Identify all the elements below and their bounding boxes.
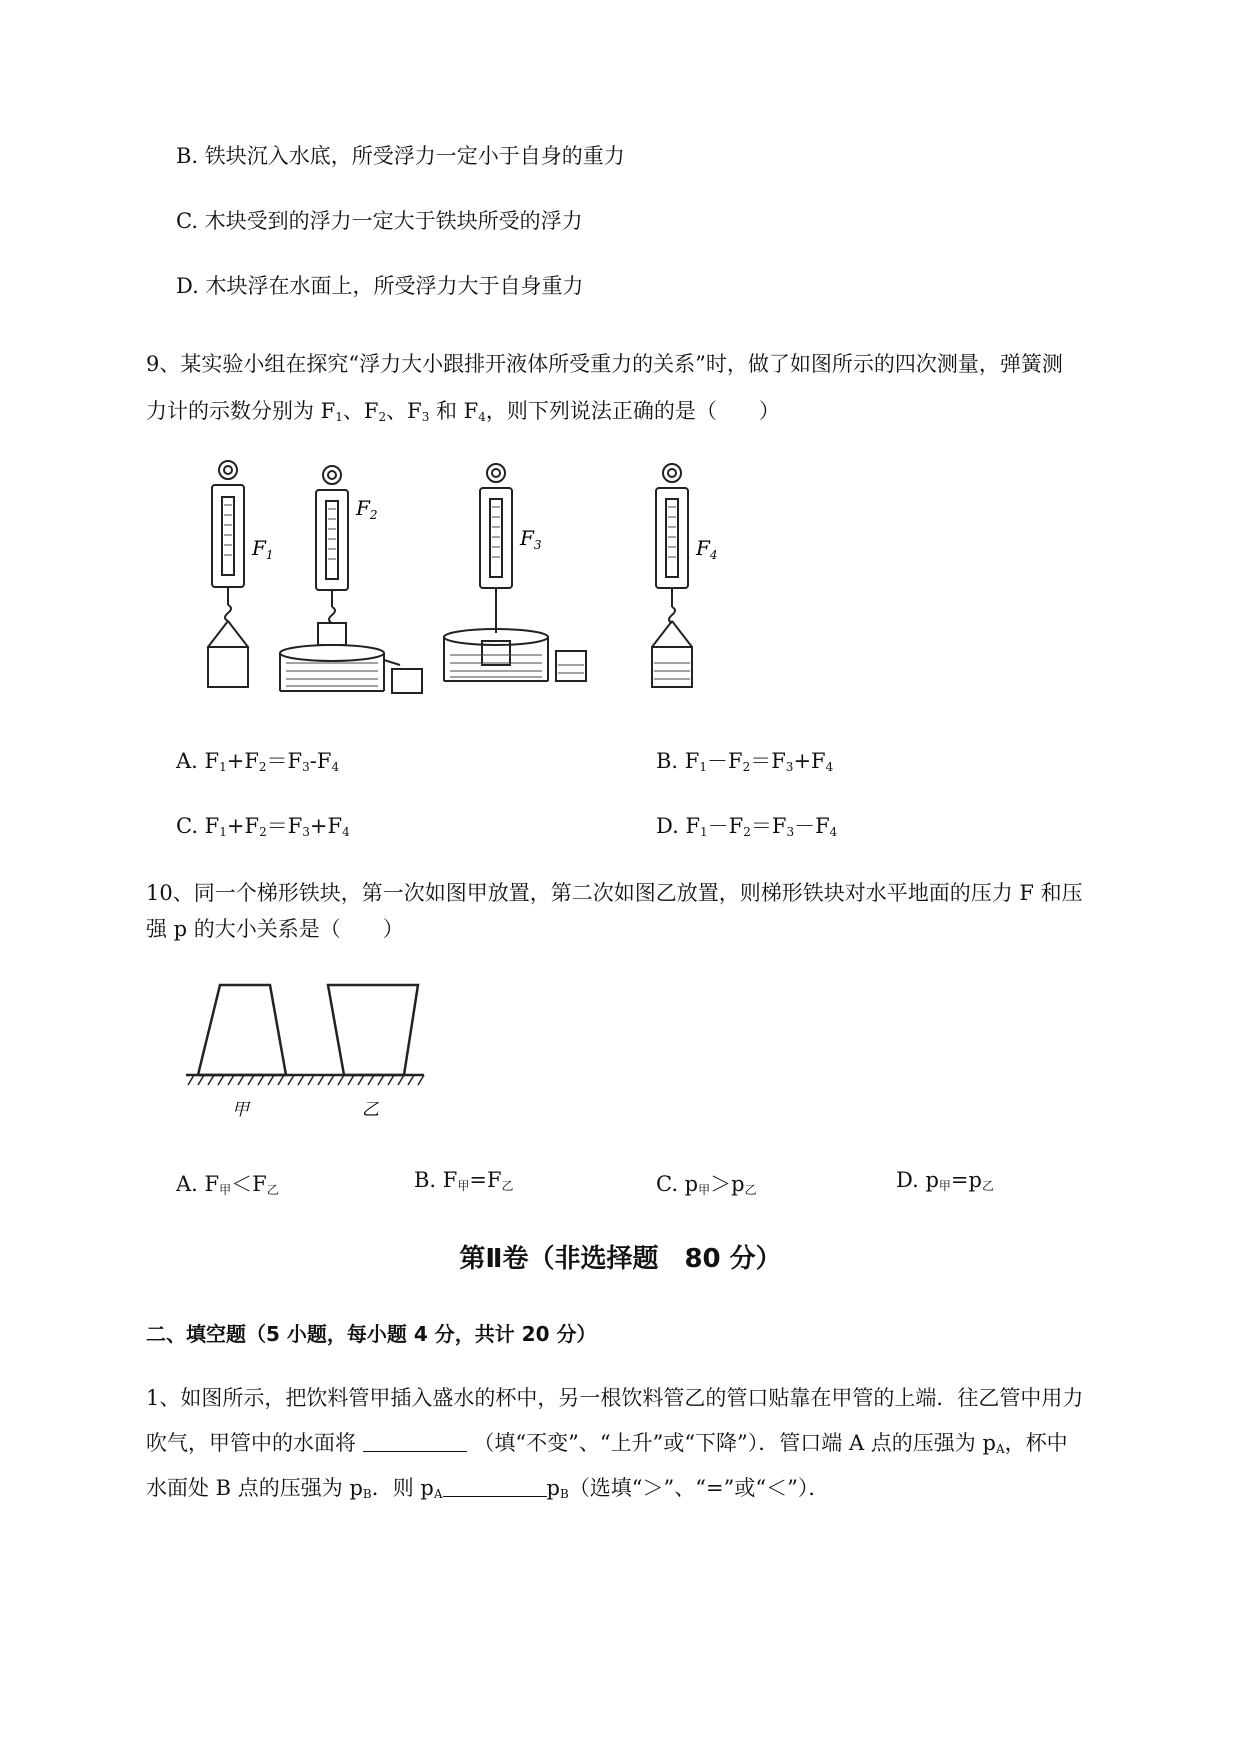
q9-option-b: B. $F_1-F_2=F_3+F_4$ [656, 749, 834, 774]
figure-label-f4: $F_4$ [696, 536, 718, 562]
figure-label-f1: $F_1$ [252, 536, 274, 562]
q9-option-d: D. $F_1-F_2=F_3-F_4$ [656, 814, 838, 839]
trapezoid-yi [328, 985, 418, 1075]
label-yi: 乙 [362, 1100, 379, 1120]
part2-title: 第Ⅱ卷（非选择题 80 分） [459, 1244, 782, 1274]
figure-label-f2: $F_2$ [356, 496, 378, 522]
q9-option-a: A. $F_1+F_2=F_3-F_4$ [176, 749, 340, 774]
fill1-answer-blank-1[interactable] [363, 1433, 467, 1452]
figure-label-f3: $F_3$ [520, 526, 542, 552]
q10-option-b: B. F甲=F乙 [414, 1168, 514, 1193]
q10-stem-line1: 10、同一个梯形铁块，第一次如图甲放置，第二次如图乙放置，则梯形铁块对水平地面的压力 F 和压 [146, 881, 1083, 905]
q10-option-d: D. p甲=p乙 [896, 1168, 994, 1193]
fill1-line1: 1、如图所示，把饮料管甲插入盛水的杯中，另一根饮料管乙的管口贴靠在甲管的上端．往乙管中用力 [146, 1386, 1084, 1410]
fill1-line2: 吹气，甲管中的水面将 （填“不变”、“上升”或“下降”）．管口端 A 点的压强为 $p_A$，杯中 [146, 1431, 1068, 1456]
spring-scale-3 [444, 464, 586, 681]
q10-option-a: A. F甲＜F乙 [176, 1172, 279, 1197]
label-jia: 甲 [232, 1100, 249, 1120]
q8-option-b: B. 铁块沉入水底，所受浮力一定小于自身的重力 [176, 144, 625, 168]
q9-stem-line1: 9、某实验小组在探究“浮力大小跟排开液体所受重力的关系”时，做了如图所示的四次测量，弹簧测 [146, 352, 1063, 376]
q10-stem-line2: 强 p 的大小关系是（ ） [146, 917, 404, 941]
q9-stem-line2: 力计的示数分别为 $F_1$、$F_2$、$F_3$ 和 $F_4$，则下列说法正确的是（ ） [146, 399, 780, 424]
trapezoid-jia [198, 985, 286, 1075]
q9-option-c: C. $F_1+F_2=F_3+F_4$ [176, 814, 350, 839]
section2-title: 二、填空题（5 小题，每小题 4 分，共计 20 分） [146, 1322, 597, 1346]
q9-spring-scale-figure [200, 455, 740, 695]
fill1-line3: 水面处 B 点的压强为 $p_B$．则 $p_A$ $p_B$（选填“＞”、“=”或“＜”）． [146, 1476, 830, 1501]
spring-scale-4 [652, 464, 692, 687]
spring-scale-1 [208, 461, 248, 687]
spring-scale-2 [280, 466, 422, 693]
fill1-answer-blank-2[interactable] [443, 1478, 547, 1497]
q10-trapezoid-figure [180, 975, 430, 1125]
q8-option-d: D. 木块浮在水面上，所受浮力大于自身重力 [176, 274, 584, 298]
q10-option-c: C. p甲＞p乙 [656, 1172, 757, 1197]
q8-option-c: C. 木块受到的浮力一定大于铁块所受的浮力 [176, 209, 583, 233]
